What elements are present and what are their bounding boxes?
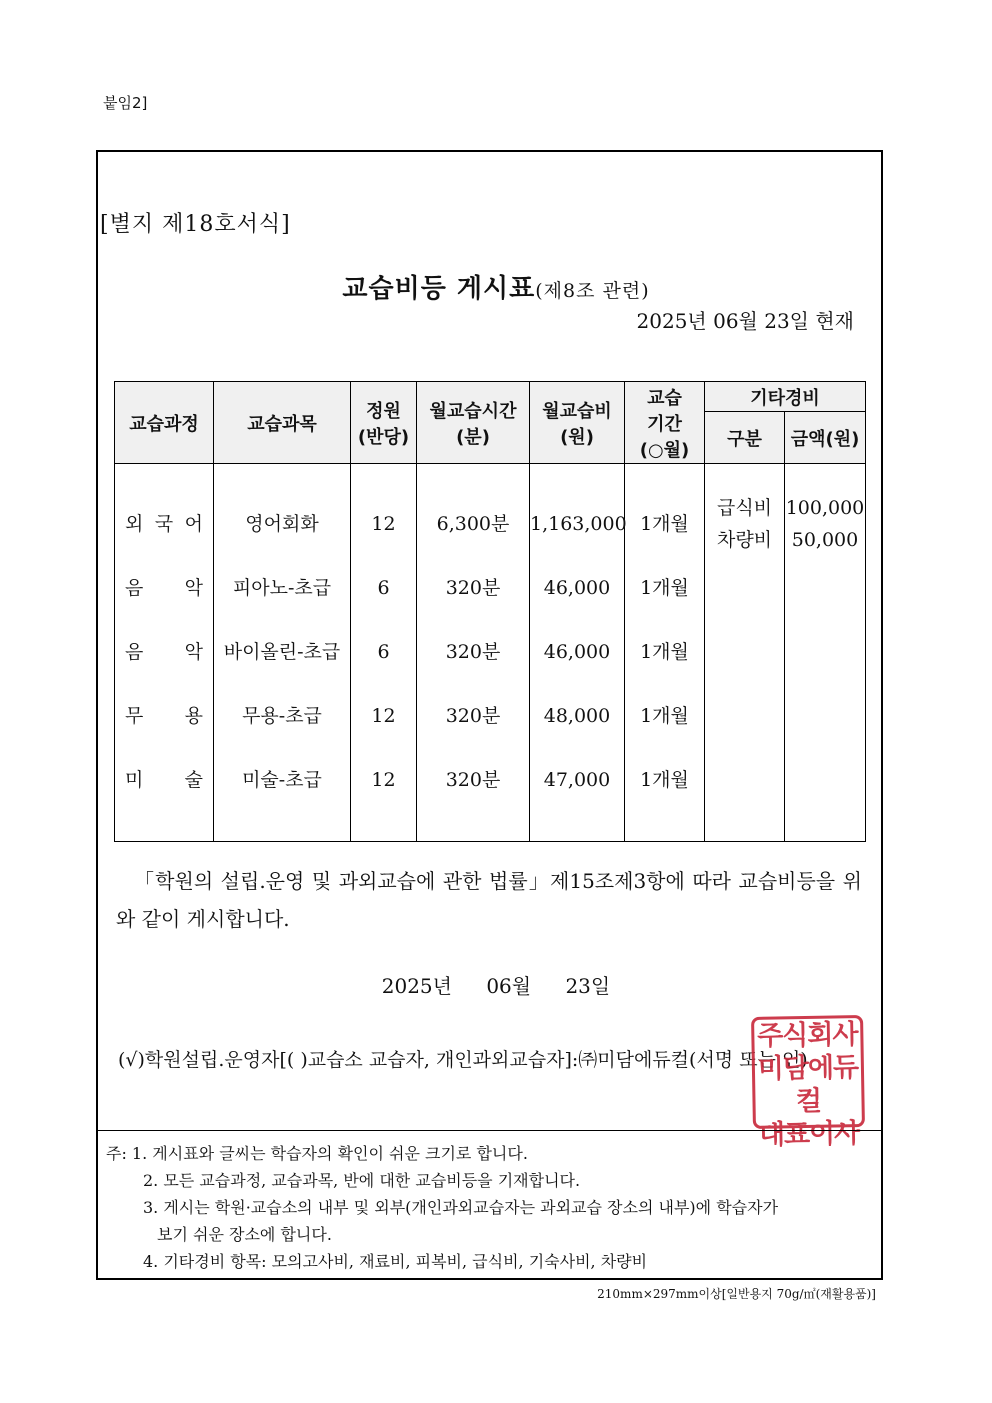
header-period: 교습 기간 (○월) (625, 382, 705, 464)
fee-cell: 46,000 (543, 641, 611, 663)
course-cell (115, 684, 213, 748)
subject-cell: 미술-초급 (242, 769, 322, 791)
period-cell: 1개월 (640, 641, 689, 663)
hours-cell: 320분 (445, 577, 501, 599)
other-category-cell: 차량비 (716, 529, 773, 551)
paper-spec: 210mm×297mm이상[일반용지 70g/㎡(재활용품)] (597, 1287, 876, 1301)
header-amount: 금액(원) (785, 412, 866, 464)
course-cell (115, 492, 213, 556)
capacity-cell: 12 (371, 705, 396, 727)
course-char: 어 (184, 513, 203, 535)
course-char: 악 (184, 577, 203, 599)
signer-line: (√)학원설립.운영자[( )교습소 교습자, 개인과외교습자]:㈜미담에듀컬(서명 또는 인) (118, 1049, 808, 1071)
header-other-costs: 기타경비 (705, 382, 866, 412)
course-char: 술 (184, 769, 203, 791)
subject-cell: 영어회화 (245, 513, 319, 535)
capacity-cell: 6 (377, 641, 390, 663)
header-monthly-fee: 월교습비 (원) (530, 382, 625, 464)
period-column (625, 464, 705, 842)
hours-cell: 320분 (445, 641, 501, 663)
attachment-label: 붙임2] (103, 94, 148, 112)
header-capacity: 정원 (반당) (351, 382, 417, 464)
header-course: 교습과정 (115, 382, 214, 464)
period-cell: 1개월 (640, 513, 689, 535)
seal-line: 주식회사 (756, 1019, 858, 1052)
period-cell: 1개월 (640, 769, 689, 791)
capacity-cell: 6 (377, 577, 390, 599)
course-char: 미 (125, 769, 144, 791)
fee-cell: 47,000 (543, 769, 611, 791)
capacity-cell: 12 (371, 513, 396, 535)
other-category-column (705, 464, 785, 842)
statement-body: 「학원의 설립.운영 및 과외교습에 관한 법률」제15조제3항에 따라 교습비등을 위와 같이 게시합니다. (116, 869, 862, 931)
hours-column (417, 464, 530, 842)
hours-cell: 320분 (445, 769, 501, 791)
other-amount-column (785, 464, 866, 842)
course-char: 무 (125, 705, 144, 727)
course-cell (115, 748, 213, 812)
title-main: 교습비등 게시표 (342, 274, 536, 304)
header-monthly-hours: 월교습시간 (분) (417, 382, 530, 464)
course-char: 용 (184, 705, 203, 727)
course-char: 음 (125, 641, 144, 663)
subject-column (214, 464, 351, 842)
course-column (115, 464, 214, 842)
as-of-date: 2025년 06월 23일 현재 (636, 309, 854, 333)
course-cell (115, 556, 213, 620)
company-seal (751, 1015, 865, 1151)
note-3: 3. 게시는 학원·교습소의 내부 및 외부(개인과외교습자는 과외교습 장소의 내부)에 학습자가 (143, 1198, 779, 1217)
other-category-cell: 급식비 (716, 497, 773, 519)
course-char: 악 (184, 641, 203, 663)
sign-date: 2025년 06월 23일 (381, 974, 611, 998)
page-title (0, 268, 992, 305)
seal-line: 대표이사 (758, 1118, 860, 1151)
fee-cell: 1,163,000 (530, 513, 627, 535)
fee-column (530, 464, 625, 842)
other-amount-cell: 50,000 (791, 529, 859, 551)
statement-text (116, 862, 862, 938)
header-category: 구분 (705, 412, 785, 464)
course-cell (115, 620, 213, 684)
capacity-cell: 12 (371, 769, 396, 791)
hours-cell: 320분 (445, 705, 501, 727)
notes (106, 1140, 778, 1275)
note-4: 4. 기타경비 항목: 모의고사비, 재료비, 피복비, 급식비, 기숙사비, 차량비 (143, 1252, 648, 1271)
period-cell: 1개월 (640, 705, 689, 727)
capacity-column (351, 464, 417, 842)
fee-table (114, 381, 866, 842)
note-1: 주: 1. 게시표와 글씨는 학습자의 확인이 쉬운 크기로 합니다. (106, 1144, 528, 1163)
course-char: 외 (125, 513, 144, 535)
subject-cell: 무용-초급 (242, 705, 322, 727)
note-2: 2. 모든 교습과정, 교습과목, 반에 대한 교습비등을 기재합니다. (143, 1171, 581, 1190)
header-subject: 교습과목 (214, 382, 351, 464)
fee-cell: 46,000 (543, 577, 611, 599)
period-cell: 1개월 (640, 577, 689, 599)
subject-cell: 바이올린-초급 (223, 641, 341, 663)
notes-divider (96, 1130, 883, 1131)
course-char: 국 (154, 513, 174, 535)
fee-cell: 48,000 (543, 705, 611, 727)
note-3-cont: 보기 쉬운 장소에 합니다. (157, 1225, 332, 1244)
title-sub: (제8조 관련) (535, 280, 650, 302)
hours-cell: 6,300분 (436, 513, 510, 535)
seal-line: 미담에듀컬 (757, 1052, 859, 1118)
form-number: [별지 제18호서식] (100, 212, 291, 237)
course-char: 음 (125, 577, 144, 599)
subject-cell: 피아노-초급 (232, 577, 332, 599)
other-amount-cell: 100,000 (785, 497, 865, 519)
